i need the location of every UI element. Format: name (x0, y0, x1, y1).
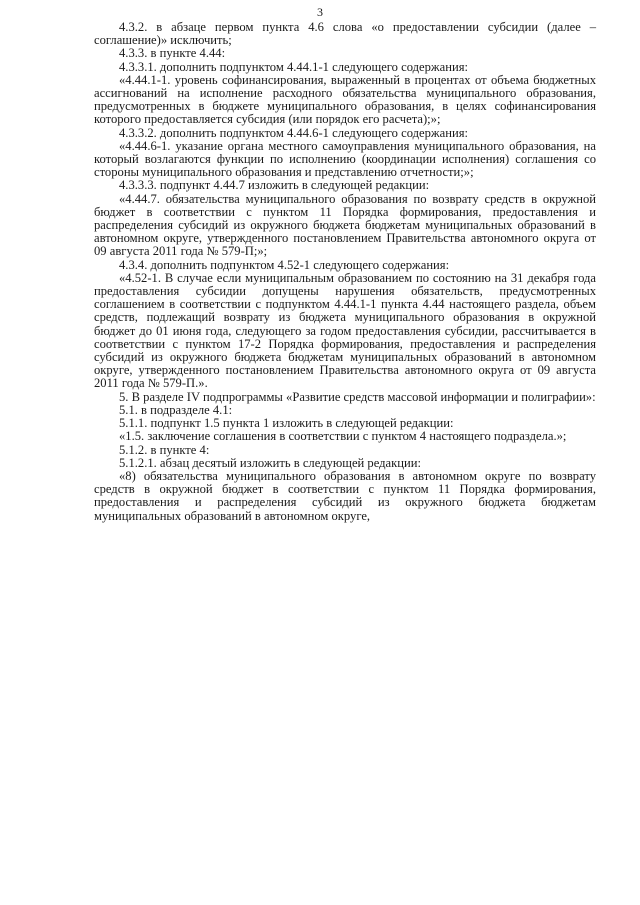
quote-8: «8) обязательства муниципального образования в автономном округе по возврату средств в окружной бюджет в соответствии с пунктом 11 Порядка формирования, предоставления и распределения субсидий из окружного бюджета бюджетам муниципальных образований в автономном округе, (94, 468, 596, 523)
paragraph-5-1: 5.1. в подразделе 4.1: (119, 402, 233, 417)
paragraph-5-1-2-1: 5.1.2.1. абзац десятый изложить в следующей редакции: (119, 455, 421, 470)
paragraph-4-3-3-1: 4.3.3.1. дополнить подпунктом 4.44.1-1 следующего содержания: (119, 59, 468, 74)
quote-1-5: «1.5. заключение соглашения в соответствии с пунктом 4 настоящего подраздела.»; (119, 429, 567, 444)
paragraph-5-1-2: 5.1.2. в пункте 4: (119, 442, 210, 457)
paragraph-4-3-3: 4.3.3. в пункте 4.44: (119, 46, 226, 61)
quote-4-44-7: «4.44.7. обязательства муниципального образования по возврату средств в окружной бюджет в соответствии с пунктом 11 Порядка формирования, предоставления и распределения субсидий из окружного бюджета бюджетам муниципальных образований в автономном округе, утвержденного постановлением Правительства автономного округа от 09 августа 2011 года № 579-П;»; (94, 191, 596, 259)
paragraph-4-3-3-3: 4.3.3.3. подпункт 4.44.7 изложить в следующей редакции: (119, 178, 430, 193)
paragraph-5: 5. В разделе IV подпрограммы «Развитие средств массовой информации и полиграфии»: (119, 389, 596, 404)
paragraph-4-3-3-2: 4.3.3.2. дополнить подпунктом 4.44.6-1 следующего содержания: (119, 125, 468, 140)
paragraph-4-3-4: 4.3.4. дополнить подпунктом 4.52-1 следующего содержания: (119, 257, 450, 272)
document-body (94, 21, 596, 523)
paragraph-4-3-2: 4.3.2. в абзаце первом пункта 4.6 слова «о предоставлении субсидии (далее – соглашение)» исключить; (94, 20, 596, 48)
quote-4-44-6-1: «4.44.6-1. указание органа местного самоуправления муниципального образования, на который возлагаются функции по исполнению (координации исполнения) соглашения со стороны муниципального образования и представлению отчетности;»; (94, 138, 596, 180)
quote-4-52-1: «4.52-1. В случае если муниципальным образованием по состоянию на 31 декабря года предоставления субсидии допущены нарушения обязательств, предусмотренных соглашением в соответствии с подпунктом 4.44.1-1 пункта 4.44 настоящего раздела, объем средств, подлежащий возврату из бюджета муниципального образования в окружной бюджет до 01 июня года, следующего за годом предоставления субсидии, рассчитывается в соответствии с пунктом 17-2 Порядка формирования, предоставления и распределения субсидий из окружного бюджета бюджетам муниципальных образований в автономном округе, утвержденного постановлением Правительства автономного округа от 09 августа 2011 года № 579-П.». (94, 270, 596, 391)
paragraph-5-1-1: 5.1.1. подпункт 1.5 пункта 1 изложить в следующей редакции: (119, 416, 454, 431)
page-number: 3 (317, 5, 323, 19)
quote-4-44-1-1: «4.44.1-1. уровень софинансирования, выраженный в процентах от объема бюджетных ассигнований на исполнение расходного обязательства муниципального образования, предусмотренных в бюджете муниципального образования, в целях софинансирования которого предоставляется субсидия (или порядок его расчета);»; (94, 72, 596, 127)
